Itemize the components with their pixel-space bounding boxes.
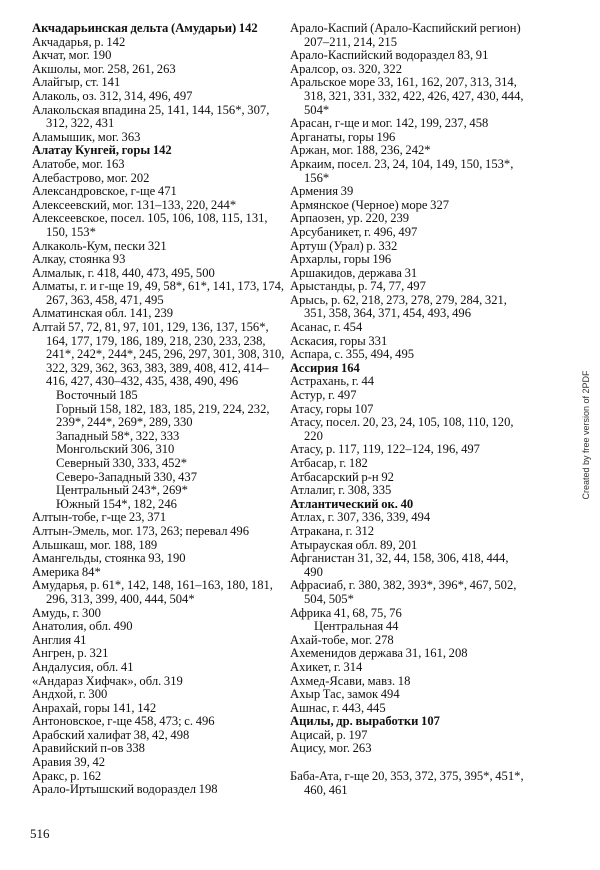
index-entry: Ацисай, р. 197 xyxy=(290,727,368,742)
index-entry: Артуш (Урал) р. 332 xyxy=(290,238,398,253)
index-entry: Аршакидов, держава 31 xyxy=(290,265,418,280)
index-entry: Арпаозен, ур. 220, 239 xyxy=(290,211,410,226)
index-entry: Арыстанды, р. 74, 77, 497 xyxy=(290,279,426,294)
index-entry: Аравия 39, 42 xyxy=(32,755,106,770)
index-entry: Амангельды, стоянка 93, 190 xyxy=(32,551,186,566)
index-entry: Ахыр Тас, замок 494 xyxy=(290,687,400,702)
index-entry: Атракана, г. 312 xyxy=(290,523,375,538)
index-entry: Акчадарья, р. 142 xyxy=(32,34,126,49)
index-entry: Аламышик, мог. 363 xyxy=(32,129,141,144)
index-entry: Алтай 57, 72, 81, 97, 101, 129, 136, 137, 156*, 164, 177, 179, 186, 189, 218, 230, 233, 238, 241*, 242*, 244*, 245, 296, 297, 301, 308, 310, 322, 329, 362, 363, 383, 389, 408, 412, 414–416, 427, 430–432, 435, 438, 490, 496 xyxy=(32,320,285,389)
index-entry: Ахеменидов держава 31, 161, 208 xyxy=(290,646,468,661)
index-subentry: Северный 330, 333, 452* xyxy=(56,456,188,470)
index-entry: Алтын-тобе, г-ще 23, 371 xyxy=(32,510,167,525)
index-entry: Армения 39 xyxy=(290,184,354,199)
index-entry: Алайгыр, ст. 141 xyxy=(32,75,121,90)
index-entry: Аракс, р. 162 xyxy=(32,768,102,783)
index-entry: Ахикет, г. 314 xyxy=(290,659,363,674)
index-entry: Афрасиаб, г. 380, 382, 393*, 396*, 467, 502, 504, 505* xyxy=(290,578,517,606)
index-entry: Амударья, р. 61*, 142, 148, 161–163, 180, 181, 296, 313, 399, 400, 444, 504* xyxy=(32,578,273,606)
index-entry: Аскасия, горы 331 xyxy=(290,333,388,348)
index-entry: Арганаты, горы 196 xyxy=(290,129,396,144)
index-entry: Александровское, г-ще 471 xyxy=(32,184,177,199)
index-entry: Арасан, г-ще и мог. 142, 199, 237, 458 xyxy=(290,116,489,131)
index-entry: Алтын-Эмель, мог. 173, 263; перевал 496 xyxy=(32,523,250,538)
index-entry: Амудь, г. 300 xyxy=(32,605,101,620)
index-entry: Ашнас, г. 443, 445 xyxy=(290,700,386,715)
index-entry: Афганистан 31, 32, 44, 158, 306, 418, 444, 490 xyxy=(290,551,509,579)
index-column-left xyxy=(32,22,290,797)
index-entry: Архарлы, горы 196 xyxy=(290,252,392,267)
index-entry: Атлантический ок. 40 xyxy=(290,496,414,511)
index-entry: Аркаим, посел. 23, 24, 104, 149, 150, 153*, 156* xyxy=(290,156,514,185)
index-entry: Андалусия, обл. 41 xyxy=(32,659,134,674)
index-entry: Атбасар, г. 182 xyxy=(290,456,368,470)
index-entry: Ахай-тобе, мог. 278 xyxy=(290,632,394,647)
index-entry: Аралсор, оз. 320, 322 xyxy=(290,61,403,76)
index-entry: Алатобе, мог. 163 xyxy=(32,156,125,171)
index-entry: Алматинская обл. 141, 239 xyxy=(32,306,174,321)
index-entry: Алакольская впадина 25, 141, 144, 156*, 307, 312, 322, 431 xyxy=(32,102,270,131)
index-entry: Аржан, мог. 188, 236, 242* xyxy=(290,143,431,158)
watermark-text: Created by free version of 2PDF xyxy=(581,370,591,500)
index-entry: Андхой, г. 300 xyxy=(32,687,108,702)
index-entry: Алматы, г. и г-ще 19, 49, 58*, 61*, 141, 173, 174, 267, 363, 458, 471, 495 xyxy=(32,279,285,307)
index-entry: Алексеевское, посел. 105, 106, 108, 115, 131, 150, 153* xyxy=(32,211,268,239)
index-entry: «Андараз Хифчак», обл. 319 xyxy=(32,673,183,688)
index-entry: Анрахай, горы 141, 142 xyxy=(32,700,157,715)
index-entry: Алатау Кунгей, горы 142 xyxy=(32,143,172,158)
index-entry: Арало-Каспийский водораздел 83, 91 xyxy=(290,48,489,63)
index-entry: Арабский халифат 38, 42, 498 xyxy=(32,727,190,742)
index-entry: Армянское (Черное) море 327 xyxy=(290,197,450,212)
index-subentry: Восточный 185 xyxy=(56,388,138,403)
index-entry: Аральское море 33, 161, 162, 207, 313, 314, 318, 321, 331, 332, 422, 426, 427, 430, 444, 504* xyxy=(290,75,524,117)
index-subentry: Южный 154*, 182, 246 xyxy=(56,496,177,511)
index-subentry: Северо-Западный 330, 437 xyxy=(56,469,198,484)
index-entry: Алексеевский, мог. 131–133, 220, 244* xyxy=(32,197,237,212)
index-subentry: Монгольский 306, 310 xyxy=(56,442,175,457)
index-column-right xyxy=(290,22,528,797)
index-entry: Аспара, с. 355, 494, 495 xyxy=(290,347,415,362)
index-entry: Атлах, г. 307, 336, 339, 494 xyxy=(290,510,431,525)
index-entry: Алмалык, г. 418, 440, 473, 495, 500 xyxy=(32,265,215,280)
index-entry: Аравийский п-ов 338 xyxy=(32,741,145,756)
index-entry: Альшкаш, мог. 188, 189 xyxy=(32,537,158,552)
index-entry: Америка 84* xyxy=(32,564,101,579)
index-entry: Арсубаникет, г. 496, 497 xyxy=(290,224,418,239)
index-entry: Астрахань, г. 44 xyxy=(290,374,375,389)
index-subentry: Центральный 243*, 269* xyxy=(56,483,188,498)
index-entry: Алкау, стоянка 93 xyxy=(32,252,126,267)
index-entry: Анатолия, обл. 490 xyxy=(32,619,133,634)
index-subentry: Горный 158, 182, 183, 185, 219, 224, 232, 239*, 244*, 269*, 289, 330 xyxy=(56,401,270,430)
index-entry: Арысь, р. 62, 218, 273, 278, 279, 284, 321, 351, 358, 364, 371, 454, 493, 496 xyxy=(290,292,507,321)
index-entry: Ацилы, др. выработки 107 xyxy=(290,714,440,729)
index-entry: Ацису, мог. 263 xyxy=(290,741,372,756)
index-entry: Алебастрово, мог. 202 xyxy=(32,170,150,185)
index-entry: Ангрен, р. 321 xyxy=(32,646,109,661)
index-entry: Атбасарский р-н 92 xyxy=(290,469,394,484)
index-subentry: Западный 58*, 322, 333 xyxy=(56,428,180,443)
index-entry: Алкаколь-Кум, пески 321 xyxy=(32,238,167,253)
index-entry: Атасу, р. 117, 119, 122–124, 196, 497 xyxy=(290,442,480,457)
index-entry: Атасу, посел. 20, 23, 24, 105, 108, 110, 120, 220 xyxy=(290,415,514,443)
index-entry: Акшолы, мог. 258, 261, 263 xyxy=(32,61,176,76)
index-entry: Антоновское, г-ще 458, 473; с. 496 xyxy=(32,714,215,729)
page-number: 516 xyxy=(30,826,50,841)
index-subentry: Центральная 44 xyxy=(314,619,399,634)
index-entry: Атырауская обл. 89, 201 xyxy=(290,537,418,552)
index-entry: Атасу, горы 107 xyxy=(290,401,374,416)
index-entry: Алаколь, оз. 312, 314, 496, 497 xyxy=(32,88,193,103)
index-entry: Баба-Ата, г-ще 20, 353, 372, 375, 395*, 451*, 460, 461 xyxy=(290,769,524,797)
index-entry: Ахмед-Ясави, мавз. 18 xyxy=(290,673,411,688)
index-entry: Асанас, г. 454 xyxy=(290,320,363,335)
index-entry: Астур, г. 497 xyxy=(290,388,357,403)
index-entry: Ассирия 164 xyxy=(290,360,360,375)
index-entry: Акчат, мог. 190 xyxy=(32,48,112,63)
index-entry: Арало-Иртышский водораздел 198 xyxy=(32,782,218,797)
index-entry: Арало-Каспий (Арало-Каспийский регион) 207–211, 214, 215 xyxy=(290,21,521,49)
index-entry: Африка 41, 68, 75, 76 xyxy=(290,605,402,620)
index-entry: Англия 41 xyxy=(32,632,87,647)
index-entry: Акчадарьинская дельта (Амударьи) 142 xyxy=(32,21,258,35)
index-entry: Атлалиг, г. 308, 335 xyxy=(290,483,392,498)
